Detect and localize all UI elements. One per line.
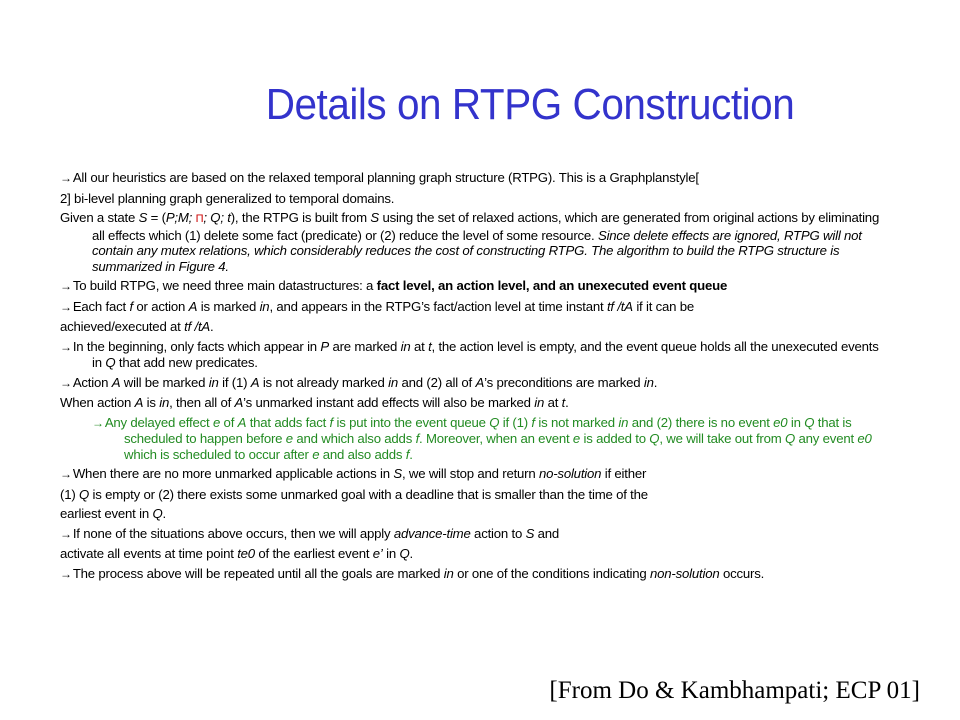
var: tf /tA <box>606 298 633 314</box>
var: f <box>531 414 535 430</box>
text: of <box>220 414 238 430</box>
text: and (2) there is no event <box>628 414 774 430</box>
paragraph-repeat <box>60 566 880 583</box>
var: A <box>475 374 485 390</box>
var: S <box>370 210 380 225</box>
paragraph-fact-action <box>60 299 880 316</box>
var: in <box>208 374 219 390</box>
var: no-solution <box>538 466 602 481</box>
slide-body <box>60 170 880 586</box>
right-arrow-icon: → <box>60 279 72 293</box>
text: that add new predicates. <box>115 355 258 370</box>
paragraph-given-state <box>60 210 880 274</box>
var: e0 <box>857 431 872 446</box>
text-italic: Since delete effects are ignored, RTPG will not contain any mutex relations, which considerably reduces the cost of constructing RTPG. The algorithm to build the RTPG structure is summarized in Figure 4. <box>92 227 862 274</box>
text: is not marked <box>534 414 619 430</box>
paragraph-no-more-actions-cond <box>60 487 880 503</box>
var: f <box>405 446 410 462</box>
var: Q <box>105 355 116 370</box>
text: is not already marked <box>259 374 389 390</box>
var: in <box>388 374 399 390</box>
var: S <box>138 210 148 225</box>
paragraph-delayed-effect <box>60 415 880 463</box>
var: in <box>443 565 454 581</box>
text: is empty or (2) there exists some unmarked goal with a deadline that is smaller than the time of the <box>89 486 648 502</box>
var: S <box>393 466 402 481</box>
var: f <box>415 431 420 446</box>
text: that is scheduled to happen before <box>124 414 852 446</box>
text: using the set of relaxed actions, which are generated from original actions by eliminating all effects which (1) delete some fact (predicate) or (2) reduce the level of some resource. <box>92 210 880 243</box>
text: , we will stop and return <box>401 466 539 481</box>
text: . <box>162 506 166 521</box>
var: f <box>129 298 133 314</box>
var: f <box>329 414 334 430</box>
paragraph-no-more-actions-end <box>60 506 880 522</box>
right-arrow-icon: → <box>60 339 72 354</box>
var: t <box>561 395 566 410</box>
slide-title: Details on RTPG Construction <box>265 80 795 129</box>
paragraph-fact-action-cont <box>60 319 880 335</box>
text: and which also adds <box>292 431 416 446</box>
text: and also adds <box>319 446 406 462</box>
text: will be marked <box>120 374 209 390</box>
text: if either <box>601 466 647 481</box>
var: A <box>188 298 198 314</box>
text: 2] bi-level planning graph generalized to temporal domains. <box>60 190 395 206</box>
var: non-solution <box>650 565 720 581</box>
paragraph-no-more-actions <box>60 466 880 483</box>
var: in <box>534 395 545 410</box>
text: is put into the event queue <box>333 414 490 430</box>
var: P;M; <box>165 210 193 225</box>
right-arrow-icon: → <box>60 526 72 541</box>
var: Q <box>152 506 163 521</box>
text: In the beginning, only facts which appear in <box>72 338 321 354</box>
text: activate all events at time point <box>60 546 238 561</box>
var: e <box>572 431 581 446</box>
var: in <box>643 374 654 390</box>
right-arrow-icon: → <box>60 299 72 314</box>
var: e0 <box>773 414 788 430</box>
text: if (1) <box>218 374 251 390</box>
var: Q <box>649 431 660 446</box>
text: When action <box>60 395 135 410</box>
text: occurs. <box>719 565 765 581</box>
text: is marked <box>197 298 260 314</box>
var: Q <box>78 486 90 502</box>
text: ), the RTPG is built from <box>230 210 371 225</box>
paragraph-activate-events <box>60 546 880 562</box>
var: in <box>400 338 411 354</box>
var: e <box>312 446 320 462</box>
text: To build RTPG, we need three main datastructures: a <box>72 278 377 293</box>
text: . <box>409 546 413 561</box>
var: t <box>428 338 432 354</box>
paragraph-advance-time <box>60 526 880 543</box>
var: A <box>111 374 121 390</box>
text: at <box>410 338 429 354</box>
paragraph-action-marked <box>60 375 880 392</box>
var: P <box>320 338 330 354</box>
text: . <box>409 446 413 462</box>
text: earliest event in <box>60 506 153 521</box>
var: tf /tA <box>184 319 211 334</box>
right-arrow-icon: → <box>60 467 72 481</box>
text: if (1) <box>499 414 532 430</box>
text: The process above will be repeated until all the goals are marked <box>72 565 444 581</box>
paragraph-beginning <box>60 339 880 371</box>
text: in <box>382 546 400 561</box>
var: in <box>159 395 170 410</box>
text: , the action level is empty, and the event queue holds all the unexecuted events in <box>92 338 879 370</box>
text: any event <box>795 431 858 446</box>
text: is added to <box>580 431 650 446</box>
text: All our heuristics are based on the relaxed temporal planning graph structure (RTPG). This is a Graphplanstyle[ <box>72 170 699 185</box>
var: A <box>250 374 260 390</box>
right-arrow-icon: → <box>92 415 104 430</box>
text: . <box>210 319 214 334</box>
paragraph-rtpg-intro <box>60 170 880 187</box>
text: , then all of <box>169 395 235 410</box>
right-arrow-icon: → <box>60 171 72 185</box>
text: or one of the conditions indicating <box>453 565 651 581</box>
text: When there are no more unmarked applicable actions in <box>72 466 394 481</box>
text: and <box>534 525 560 541</box>
var: in <box>618 414 629 430</box>
right-arrow-icon: → <box>60 566 72 581</box>
text: ’s preconditions are marked <box>484 374 644 390</box>
text: If none of the situations above occurs, then we will apply <box>72 525 394 541</box>
var: A <box>237 414 247 430</box>
var: advance-time <box>393 525 471 541</box>
paragraph-datastructures <box>60 278 880 295</box>
var: A <box>234 395 244 410</box>
var: te0 <box>237 546 255 561</box>
text: if it can be <box>632 298 695 314</box>
text: Any delayed effect <box>104 414 213 430</box>
var: e’ <box>372 546 383 561</box>
var: e <box>285 431 293 446</box>
text: , and appears in the RTPG’s fact/action level at time instant <box>269 298 607 314</box>
var: e <box>212 414 221 430</box>
var: S <box>525 525 535 541</box>
text: Given a state <box>60 210 139 225</box>
text: (1) <box>60 486 79 502</box>
var: ; Q; t <box>203 210 231 225</box>
paragraph-rtpg-intro-cont <box>60 191 880 207</box>
text: . <box>653 374 658 390</box>
var: Q <box>785 431 796 446</box>
right-arrow-icon: → <box>60 375 72 390</box>
text: of the earliest event <box>254 546 373 561</box>
text: . <box>565 395 569 410</box>
text-bold: fact level, an action level, and an unexecuted event queue <box>376 278 728 293</box>
var: in <box>259 298 270 314</box>
text: which is scheduled to occur after <box>124 446 313 462</box>
text: action to <box>470 525 526 541</box>
symbol: Π <box>195 213 204 225</box>
text: , we will take out from <box>659 431 786 446</box>
text: achieved/executed at <box>60 319 185 334</box>
text: . Moreover, when an event <box>419 431 573 446</box>
text: and (2) all of <box>398 374 476 390</box>
text: is <box>143 395 160 410</box>
text: ’s unmarked instant add effects will also be marked <box>243 395 535 410</box>
var: Q <box>489 414 500 430</box>
text: Each fact <box>72 298 130 314</box>
text: or action <box>132 298 189 314</box>
citation: [From Do & Kambhampati; ECP 01] <box>549 677 920 704</box>
paragraph-when-action-in <box>60 395 880 411</box>
var: A <box>134 395 144 410</box>
text: in <box>787 414 805 430</box>
text: are marked <box>329 338 401 354</box>
text: that adds fact <box>246 414 330 430</box>
var: Q <box>399 546 410 561</box>
text: at <box>544 395 562 410</box>
text: = ( <box>147 210 166 225</box>
var: Q <box>804 414 815 430</box>
text: Action <box>72 374 112 390</box>
